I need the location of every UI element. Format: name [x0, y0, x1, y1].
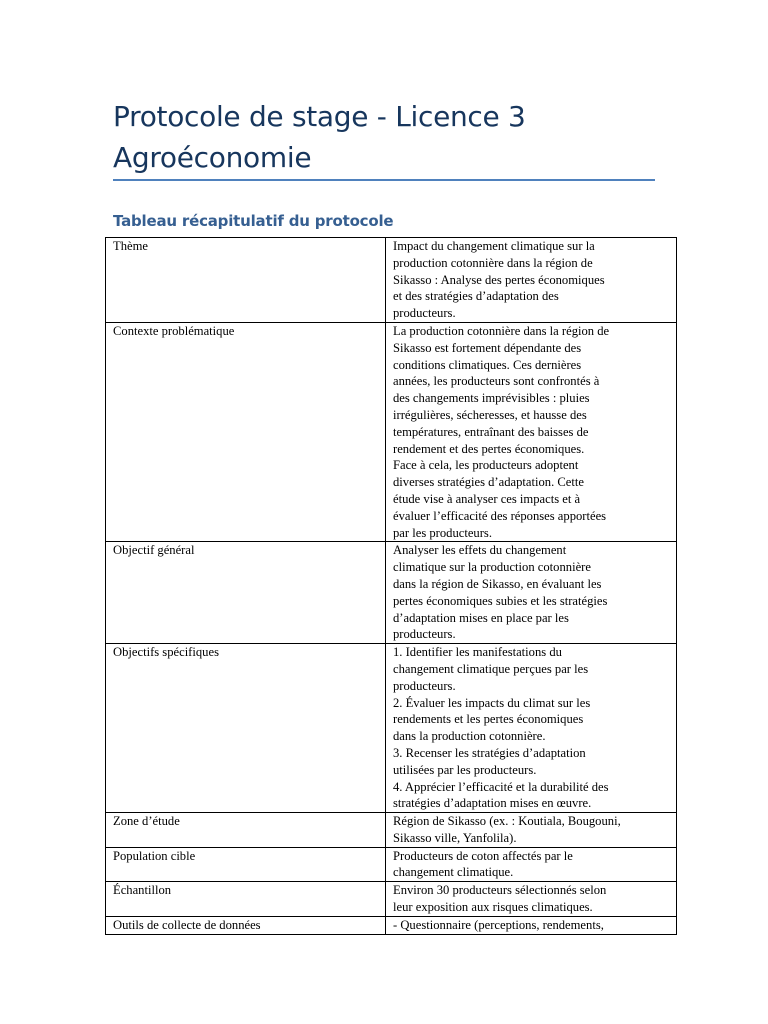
row-value-line: producteurs. [393, 627, 456, 642]
document-title-line-2: Agroéconomie [113, 141, 312, 174]
row-value [386, 644, 677, 813]
row-value [386, 322, 677, 541]
table-row [106, 322, 677, 541]
row-label: Contexte problématique [106, 322, 386, 541]
row-value-line: dans la région de Sikasso, en évaluant les [393, 576, 602, 591]
row-value-line: producteurs. [393, 678, 456, 693]
row-value-line: Impact du changement climatique sur la [393, 239, 595, 253]
section-heading: Tableau récapitulatif du protocole [113, 212, 394, 230]
row-value-line: diverses stratégies d’adaptation. Cette [393, 475, 584, 490]
row-value-line: évaluer l’efficacité des réponses apportées [393, 508, 607, 523]
row-label: Population cible [106, 847, 386, 882]
row-value [386, 916, 677, 934]
row-value-line: Producteurs de coton affectés par le [393, 848, 573, 863]
row-value [386, 238, 677, 323]
row-value [386, 813, 677, 848]
row-value-line: et des stratégies d’adaptation des [393, 289, 559, 304]
row-value-line: Sikasso : Analyse des pertes économiques [393, 272, 605, 287]
row-value-line: 3. Recenser les stratégies d’adaptation [393, 745, 586, 760]
row-value-line: Sikasso ville, Yanfolila). [393, 830, 517, 845]
protocol-summary-table [105, 237, 677, 935]
row-value-line: Analyser les effets du changement [393, 543, 567, 558]
title-underline-rule [113, 179, 655, 181]
table-row [106, 813, 677, 848]
row-label: Outils de collecte de données [106, 916, 386, 934]
row-value-line: étude vise à analyser ces impacts et à [393, 491, 581, 506]
row-value-line: 1. Identifier les manifestations du [393, 645, 562, 660]
table-row [106, 238, 677, 323]
table-row [106, 542, 677, 644]
row-value [386, 847, 677, 882]
row-label: Objectifs spécifiques [106, 644, 386, 813]
table-row [106, 882, 677, 917]
row-value-line: 4. Apprécier l’efficacité et la durabilité des [393, 779, 609, 794]
row-label: Objectif général [106, 542, 386, 644]
row-value-line: production cotonnière dans la région de [393, 255, 593, 270]
row-value-line: années, les producteurs sont confrontés à [393, 374, 600, 389]
row-value-line: conditions climatiques. Ces dernières [393, 357, 582, 372]
row-value-line: leur exposition aux risques climatiques. [393, 900, 593, 915]
row-value-line: Région de Sikasso (ex. : Koutiala, Bougouni, [393, 814, 621, 829]
row-label: Thème [106, 238, 386, 323]
row-value-line: - Questionnaire (perceptions, rendements, [393, 917, 604, 932]
table-row [106, 916, 677, 934]
row-value-line: pertes économiques subies et les stratégies [393, 593, 608, 608]
row-value-line: 2. Évaluer les impacts du climat sur les [393, 695, 591, 710]
protocol-table-body [106, 238, 677, 935]
document-title-line-1: Protocole de stage - Licence 3 [113, 100, 526, 133]
row-value [386, 882, 677, 917]
row-value-line: Environ 30 producteurs sélectionnés selon [393, 883, 607, 898]
row-value-line: irrégulières, sécheresses, et hausse des [393, 407, 587, 422]
row-value-line: climatique sur la production cotonnière [393, 560, 591, 575]
row-value-line: des changements imprévisibles : pluies [393, 391, 590, 406]
table-row [106, 644, 677, 813]
row-value-line: températures, entraînant des baisses de [393, 424, 589, 439]
row-value [386, 542, 677, 644]
table-row [106, 847, 677, 882]
row-label: Zone d’étude [106, 813, 386, 848]
row-label: Échantillon [106, 882, 386, 917]
row-value-line: La production cotonnière dans la région de [393, 323, 610, 338]
row-value-line: rendement et des pertes économiques. [393, 441, 585, 456]
row-value-line: changement climatique. [393, 865, 514, 880]
row-value-line: stratégies d’adaptation mises en œuvre. [393, 796, 592, 811]
row-value-line: d’adaptation mises en place par les [393, 610, 569, 625]
row-value-line: rendements et les pertes économiques [393, 712, 584, 727]
row-value-line: dans la production cotonnière. [393, 729, 546, 744]
row-value-line: Sikasso est fortement dépendante des [393, 340, 582, 355]
row-value-line: utilisées par les producteurs. [393, 762, 537, 777]
document-title [113, 96, 658, 178]
row-value-line: Face à cela, les producteurs adoptent [393, 458, 579, 473]
row-value-line: par les producteurs. [393, 525, 492, 540]
row-value-line: producteurs. [393, 306, 456, 321]
row-value-line: changement climatique perçues par les [393, 661, 589, 676]
